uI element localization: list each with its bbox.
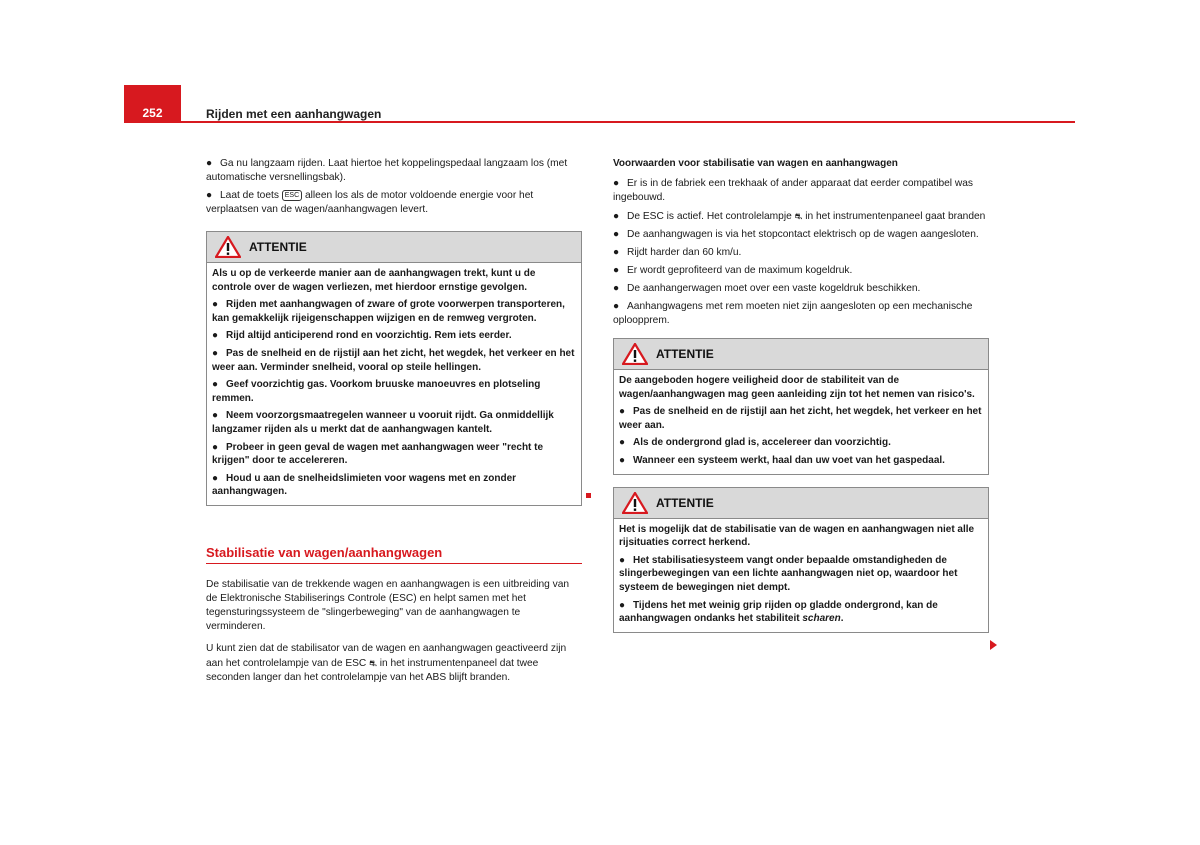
warning-title: ATTENTIE [656,495,714,510]
paragraph: U kunt zien dat de stabilisator van de wagen en aanhangwagen geactiveerd zijn aan het controlelampje van de ESC ⛐ in het instrumentenpaneel dat twee seconden langer dan het controlelampje van het ABS blijft branden. [206,642,567,683]
warning-body [207,263,581,505]
warning-triangle-icon [622,343,648,365]
list-item: ● Het stabilisatiesysteem vangt onder bepaalde omstandigheden de slingerbewegingen van een lichte aanhangwagen niet op, waardoor het systeem de bewegingen niet dempt. [619,554,958,593]
list-item: ● De ESC is actief. Het controlelampje ⛐ in het instrumentenpaneel gaat branden [613,211,986,222]
list-item: ● Pas de snelheid en de rijstijl aan het zicht, het wegdek, het verkeer en het weer aan. Verminder snelheid, vooral op steile hellingen. [212,347,575,373]
warning-box [613,338,989,475]
warning-body [614,519,988,632]
list-item: ● Neem voorzorgsmaatregelen wanneer u vooruit rijdt. Ga onmiddellijk langzamer rijden als u merkt dat de aanhangwagen kantelt. [212,410,554,435]
list-item: ● Ga nu langzaam rijden. Laat hiertoe het koppelingspedaal langzaam los (met automatische versnellingsbak). [206,158,568,183]
paragraph: De stabilisatie van de trekkende wagen en aanhangwagen is een uitbreiding van de Elektronische Stabiliserings Controle (ESC) en helpt samen met het tegensturingssysteem de "slingerbeweging" van de aanhangwagen te verminderen. [206,578,570,632]
header-rule [181,121,1075,123]
warning-header [614,339,988,370]
list-item: ● De aanhangwagen is via het stopcontact elektrisch op de wagen aangesloten. [613,229,979,240]
list-item: ● Aanhangwagens met rem moeten niet zijn aangesloten op een mechanische oploopprem. [613,301,973,326]
warning-intro: Als u op de verkeerde manier aan de aanhangwagen trekt, kunt u de controle over de wagen verliezen, met hierdoor ernstige gevolgen. [212,268,536,293]
list-item: ● Geef voorzichtig gas. Voorkom bruuske manoeuvres en plotseling remmen. [212,379,541,404]
continue-arrow-icon [990,640,997,650]
warning-header [614,488,988,519]
list-item: ● De aanhangerwagen moet over een vaste kogeldruk beschikken. [613,283,921,294]
page-number: 252 [142,106,163,120]
list-item: ● Houd u aan de snelheidslimieten voor wagens met en zonder aanhangwagen. [212,472,517,498]
esc-lamp-icon: ⛐ [369,657,377,668]
warning-intro: Het is mogelijk dat de stabilisatie van de wagen en aanhangwagen niet alle rijsituaties correct herkend. [619,523,975,549]
section-title: Stabilisatie van wagen/aanhangwagen [206,546,582,564]
left-column [206,157,582,685]
list-item: ● Er wordt geprofiteerd van de maximum kogeldruk. [613,265,853,276]
list-item: ● Als de ondergrond glad is, accelereer dan voorzichtig. [619,437,891,449]
warning-triangle-icon [622,492,648,514]
chapter-title: Rijden met een aanhangwagen [206,107,382,121]
end-marker-icon [586,493,591,498]
list-item: ● Rijdt harder dan 60 km/u. [613,247,742,258]
page-number-box [124,85,181,123]
list-item: ● Rijden met aanhangwagen of zware of grote voorwerpen transporteren, kan gemakkelijk rijeigenschappen wijzigen en de remweg vergroten. [212,299,565,324]
list-item: ● Wanneer een systeem werkt, haal dan uw voet van het gaspedaal. [619,454,945,466]
warning-header [207,232,581,263]
list-item-text: Ga nu langzaam rijden. Laat hiertoe het koppelingspedaal langzaam los (met automatische versnellingsbak). [206,158,568,183]
list-item: ● Rijd altijd anticiperend rond en voorzichtig. Rem iets eerder. [212,330,512,342]
list-item: ● Tijdens het met weinig grip rijden op gladde ondergrond, kan de aanhangwagen ondanks het stabiliteit scharen. [619,599,938,625]
list-item: ● Pas de snelheid en de rijstijl aan het zicht, het wegdek, het verkeer en het weer aan. [619,406,982,431]
list-item: ● Laat de toets ESC alleen los als de motor voldoende energie voor het verplaatsen van de wagen/aanhangwagen levert. [206,190,534,215]
list-item: ● Probeer in geen geval de wagen met aanhangwagen weer "recht te krijgen" door te accelereren. [212,441,544,467]
list-item: ● Er is in de fabriek een trekhaak of ander apparaat dat eerder compatibel was ingebouwd. [613,178,974,203]
warning-box [206,231,582,506]
warning-body [614,370,988,474]
warning-triangle-icon [215,236,241,258]
warning-title: ATTENTIE [249,240,307,254]
right-column [613,157,989,633]
esc-key-icon: ESC [282,190,302,201]
subheading: Voorwaarden voor stabilisatie van wagen en aanhangwagen [613,158,898,169]
warning-intro: De aangeboden hogere veiligheid door de stabiliteit van de wagen/aanhangwagen mag geen aanleiding zijn tot het nemen van risico's. [619,375,975,400]
warning-title: ATTENTIE [656,347,714,361]
warning-box [613,487,989,633]
esc-lamp-icon: ⛐ [794,211,803,221]
